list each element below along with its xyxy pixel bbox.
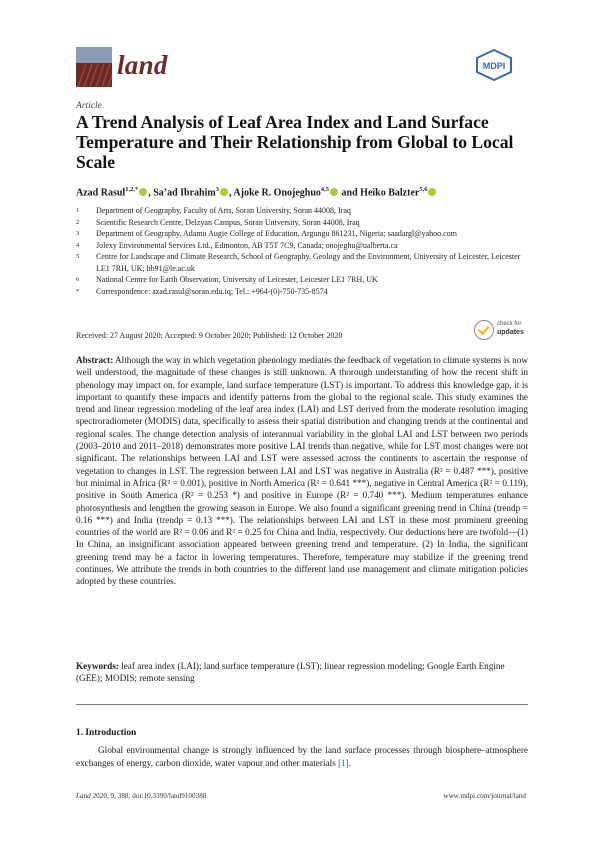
affiliation-mark: 6 [76,276,80,283]
orcid-icon[interactable] [220,188,228,196]
paragraph-end: . [348,757,352,768]
footer-journal: Land [76,792,91,800]
author-name: Azad Rasul [76,187,126,199]
check-updates-line1: check for [497,321,522,327]
author-list [76,186,526,198]
article-title: A Trend Analysis of Leaf Area Index and Land Surface Temperature and Their Relationship from Global to Local Scale [76,112,514,172]
affiliation-item [76,217,528,229]
orcid-icon[interactable] [139,188,147,196]
affiliation-list [76,205,528,297]
keywords-label: Keywords: [76,661,119,671]
keywords-text: leaf area index (LAI); land surface temperature (LST); linear regression modeling; Google Earth Engine (GEE); MODIS; remote sensing [76,661,505,684]
check-for-updates-button[interactable] [474,318,526,342]
affiliation-text: Jolexy Environmental Services Ltd., Edmonton, AB T5T 7C9, Canada; onojeghu@ualberta.ca [96,240,398,250]
affiliation-mark: 2 [76,218,80,226]
abstract [76,354,528,588]
publisher-logo-text: MDPI [482,61,506,71]
affiliation-text: Department of Geography, Faculty of Arts, Soran University, Soran 44008, Iraq [96,206,351,215]
section-divider [76,704,528,705]
keywords [76,660,528,685]
affiliation-item [76,251,528,274]
affiliation-mark: 1 [76,207,80,214]
affiliation-text: National Centre for Earth Observation, University of Leicester, Leicester LE1 7RH, UK [96,275,378,284]
affiliation-item [76,205,528,217]
affiliation-mark: * [76,287,80,295]
section-heading: 1. Introduction [76,728,137,738]
author-affil-sup: 4,5 [320,186,330,193]
affiliation-text: Centre for Landscape and Climate Research, School of Geography, Geology and the Environment, University of Leicester, Leicester LE1 7RH, UK; hb91@le.ac.uk [96,252,521,273]
affiliation-item [76,240,528,252]
affiliation-mark: 5 [76,253,80,260]
affiliation-mark: 4 [76,241,80,249]
publication-dates: Received: 27 August 2020; Accepted: 9 October 2020; Published: 12 October 2020 [76,331,343,340]
author-affil-sup: 3 [215,186,219,193]
abstract-label: Abstract: [76,355,114,365]
author-affil-sup: 1,2,* [125,186,139,193]
citation-link[interactable]: [1] [338,757,349,768]
footer-citation-text: 2020, 9, 388; doi:10.3390/land9100388 [90,792,207,800]
orcid-icon[interactable] [428,188,436,196]
article-type: Article [76,101,102,111]
affiliation-text: Correspondence: azad.rasul@soran.edu.iq; Tel.: +964-(0)-750-735-8574 [96,286,328,296]
check-updates-line2: updates [497,329,524,336]
affiliation-text: Scientific Research Centre, Delzyan Campus, Soran University, Soran 44008, Iraq [96,217,360,227]
author-and: and [339,187,361,199]
author-affil-sup: 5,6 [419,186,428,193]
author-name: Sa’ad Ibrahim [153,187,216,199]
abstract-text: Although the way in which vegetation phenology mediates the feedback of vegetation to climate systems is now well understood, the magnitude of these changes is still unknown. A thorough understanding of how the recent shift in phenology may impact on, for example, land surface temperature (LST) is important. To address this knowledge gap, it is important to quantify these impacts and identify patterns from the global to the regional scale. This study examines the trend and linear regression modeling of the leaf area index (LAI) and LST derived from the moderate resolution imaging spectroradiometer (MODIS) data, specifically to assess their spatial distribution and changing trends at the continental and regional scales. The change detection analysis of interannual variability in the global LAI and LST between two periods (2003–2010 and 2011–2018) demonstrates more positive LAI trends than negative, while for LST most changes were not significant. The relationships between LAI and LST were assessed across the continents to ascertain the response of vegetation to changes in LST. The regression between LAI and LST was negative in Australia (R² = 0.487 ***), positive but minimal in Africa (R² = 0.001), positive in North America (R² = 0.641 ***), negative in Central America (R² = 0.119), positive in South America (R² = 0.253 *) and positive in Europe (R² = 0.740 ***). Medium temperatures enhance photosynthesis and lengthen the growing season in Europe. We also found a significant greening trend in China (trendp = 0.16 ***) and India (trendp = 0.13 ***). The relationships between LAI and LST in these most prominent greening countries of the world are R² = 0.06 and R² = 0.25 for China and India, respectively. Our deductions here are twofold—(1) In China, an insignificant association appeared between greening trend and temperature. (2) In India, the significant greening trend may be a factor in lowering temperatures. Therefore, temperature may stabilize if the greening trend continues. We attribute the trends in both countries to the different land use management and climate mitigation policies adopted by these countries. [76,355,528,587]
paragraph-text: Global environmental change is strongly influenced by the land surface processes through biosphere–atmosphere exchanges of energy, carbon dioxide, water vapour and other materials [76,745,528,768]
section-paragraph [76,744,528,769]
journal-name: land [117,50,168,80]
affiliation-item [76,286,528,298]
affiliation-text: Department of Geography, Adamu Augie College of Education, Argungu 861231, Nigeria; saadargl@yahoo.com [96,229,457,238]
author-separator: , [228,187,234,199]
footer-citation [76,792,206,800]
affiliation-mark: 3 [76,230,80,237]
author-name: Heiko Balzter [360,187,420,199]
journal-logo-icon [76,47,112,87]
affiliation-item [76,274,528,286]
author-separator: , [148,187,154,199]
affiliation-item [76,228,528,240]
orcid-icon[interactable] [330,188,338,196]
author-name: Ajoke R. Onojeghuo [233,187,321,199]
mdpi-logo-icon [474,49,514,81]
check-updates-icon [474,320,494,340]
footer-url[interactable]: www.mdpi.com/journal/land [443,792,526,800]
